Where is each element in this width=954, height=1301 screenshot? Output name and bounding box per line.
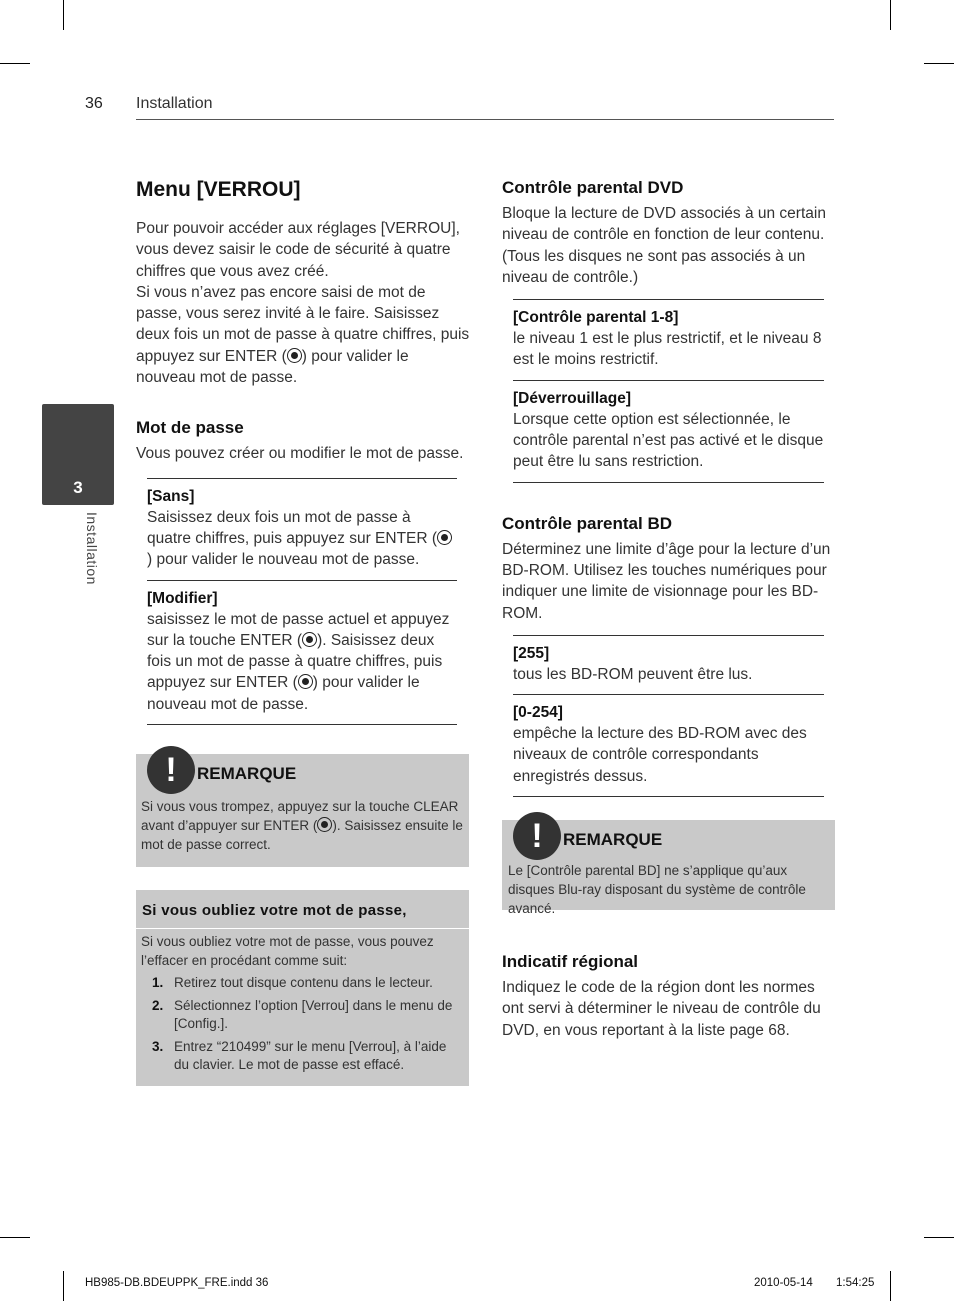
- option-text: Lorsque cette option est sélectionnée, le contrôle parental n’est pas activé et le disque peut être lu sans restriction.: [513, 410, 824, 471]
- forgot-intro: Si vous oubliez votre mot de passe, vous pouvez l’effacer en procédant comme suit:: [141, 934, 434, 968]
- option-modifier: [147, 580, 457, 724]
- note-title: REMARQUE: [197, 764, 297, 783]
- option-text: tous les BD-ROM peuvent être lus.: [513, 665, 753, 683]
- crop-mark: [0, 63, 30, 64]
- footer-date: 2010-05-14: [754, 1277, 813, 1289]
- option-title: [0-254]: [513, 704, 563, 722]
- option-sans: [147, 479, 457, 580]
- region-section: [502, 952, 838, 1041]
- intro-paragraph: Pour pouvoir accéder aux réglages [VERROU], vous devez saisir le code de sécurité à quatre chiffres que vous avez créé.: [136, 220, 460, 280]
- mot-de-passe-text: Vous pouvez créer ou modifier le mot de passe.: [136, 445, 464, 463]
- forgot-divider: [136, 928, 469, 929]
- footer-file: HB985-DB.BDEUPPK_FRE.indd 36: [85, 1277, 269, 1289]
- option-title: [Contrôle parental 1-8]: [513, 309, 679, 327]
- note-title: REMARQUE: [563, 830, 663, 849]
- chapter-number: 3: [73, 478, 83, 497]
- option-title: [Déverrouillage]: [513, 389, 632, 407]
- option-unlock: [513, 380, 824, 482]
- option-level: [513, 300, 824, 380]
- crop-mark: [924, 1237, 954, 1238]
- option-text: le niveau 1 est le plus restrictif, et le niveau 8 est le moins restrictif.: [513, 330, 822, 369]
- option-title: [Modifier]: [147, 589, 218, 607]
- enter-icon: [298, 674, 313, 689]
- note-box: [136, 751, 469, 867]
- note-text: Si vous vous trompez, appuyez sur la touche CLEAR avant d’appuyer sur ENTER ( ). Saisissez ensuite le mot de passe correct.: [141, 799, 463, 852]
- note-text: Le [Contrôle parental BD] ne s’applique qu’aux disques Blu-ray disposant du système de contrôle avancé.: [508, 863, 806, 916]
- list-item: 3. Entrez “210499” sur le menu [Verrou], à l’aide du clavier. Le mot de passe est effacé.: [152, 1038, 447, 1072]
- dvd-options: [513, 299, 824, 482]
- enter-icon: [287, 348, 302, 363]
- crop-mark: [890, 1271, 891, 1301]
- enter-icon: [302, 632, 317, 647]
- option-text: Saisissez deux fois un mot de passe à quatre chiffres, puis appuyez sur ENTER () pour valider le nouveau mot de passe.: [147, 507, 457, 571]
- option-title: [255]: [513, 644, 550, 662]
- note-box: [502, 817, 835, 916]
- dvd-text: Bloque la lecture de DVD associés à un certain niveau de contrôle en fonction de leur contenu. (Tous les disques ne sont pas associés à un niveau de contrôle.): [502, 205, 826, 286]
- page-title: Menu [VERROU]: [136, 178, 301, 201]
- crop-mark: [0, 1237, 30, 1238]
- bd-text: Déterminez une limite d’âge pour la lecture d’un BD-ROM. Utilisez les touches numériques pour indiquer une limite de visionnage pour les BD-ROM.: [502, 540, 831, 622]
- forgot-password-box: [136, 890, 469, 1086]
- option-text: saisissez le mot de passe actuel et appuyez sur la touche ENTER ( ). Saisissez deux fois un mot de passe à quatre chiffres, puis appuyez sur ENTER ( ) pour valider le nouveau mot de passe.: [147, 610, 450, 713]
- bd-heading: Contrôle parental BD: [502, 513, 673, 533]
- forgot-title: Si vous oubliez votre mot de passe,: [142, 902, 407, 919]
- steps-list: [140, 974, 460, 1079]
- option-255: [513, 636, 824, 694]
- region-heading: Indicatif régional: [502, 952, 639, 971]
- chapter-label: Installation: [84, 512, 100, 585]
- crop-mark: [63, 0, 64, 30]
- bd-options: [513, 635, 824, 797]
- crop-mark: [924, 63, 954, 64]
- section-title: Installation: [136, 95, 213, 112]
- dvd-heading: Contrôle parental DVD: [502, 178, 684, 197]
- enter-icon: [437, 530, 452, 545]
- enter-icon: [317, 817, 332, 832]
- exclamation-icon: !: [513, 812, 561, 860]
- right-column: [502, 178, 838, 797]
- header-rule: [136, 119, 834, 120]
- crop-mark: [63, 1271, 64, 1301]
- list-item: 2. Sélectionnez l’option [Verrou] dans le menu de [Config.].: [152, 997, 453, 1031]
- option-title: [Sans]: [147, 487, 195, 505]
- intro-paragraph-2: Si vous n’avez pas encore saisi de mot de passe, vous serez invité à le faire. Saisissez deux fois un mot de passe à quatre chiffres, puis appuyez sur ENTER ( ) pour valider le nouveau mot de passe.: [136, 283, 470, 387]
- region-text: Indiquez le code de la région dont les normes ont servi à déterminer le niveau de contrôle du DVD, en vous reportant à la liste page 68.: [502, 979, 821, 1039]
- mot-de-passe-heading: Mot de passe: [136, 418, 244, 438]
- list-item: 1. Retirez tout disque contenu dans le lecteur.: [152, 975, 433, 990]
- option-0-254: [513, 694, 824, 796]
- left-column: [136, 178, 472, 725]
- option-text: empêche la lecture des BD-ROM avec des niveaux de contrôle correspondants enregistrés dessus.: [513, 725, 807, 785]
- password-options: [147, 478, 457, 725]
- exclamation-icon: !: [147, 746, 195, 794]
- page-number: 36: [85, 95, 103, 112]
- footer-time: 1:54:25: [836, 1277, 875, 1289]
- crop-mark: [890, 0, 891, 30]
